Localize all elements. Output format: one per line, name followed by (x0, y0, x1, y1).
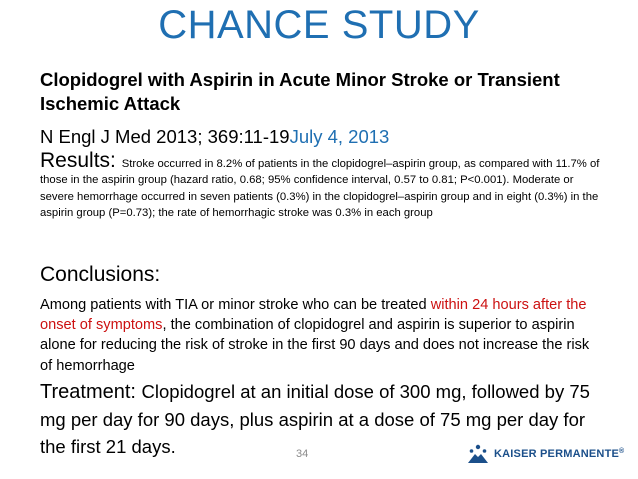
results-paragraph (40, 149, 605, 222)
page-number: 34 (296, 448, 309, 460)
results-text: Stroke occurred in 8.2% of patients in the clopidogrel–aspirin group, as compared with 11.7% of those in the aspirin group (hazard ratio, 0.68; 95% confidence interval, 0.57 to 0.81; P<0.001). Moderate or severe hemorrhage occurred in seven patients (0.3%) in the clopidogrel–aspirin group and in eight (0.3%) in the aspirin group (P=0.73); the rate of hemorrhagic stroke was 0.3% in each group (40, 158, 600, 220)
conclusions-highlight: within 24 hours after the onset of symptoms (40, 297, 587, 334)
logo-mark: ® (619, 448, 625, 455)
treatment-text: Clopidogrel at an initial dose of 300 mg, followed by 75 mg per day for 90 days, plus aspirin at a dose of 75 mg per day for the first 21 days. (40, 381, 590, 457)
conclusions-heading: Conclusions: (40, 263, 161, 286)
citation-date: July 4, 2013 (289, 126, 390, 147)
treatment-label: Treatment: (40, 381, 142, 403)
kaiser-permanente-logo (466, 441, 624, 467)
conclusions-paragraph (40, 295, 605, 376)
slide-title: CHANCE STUDY (158, 3, 480, 47)
citation-journal: N Engl J Med 2013; 369:11-19 (40, 126, 290, 147)
conclusions-text-after: , the combination of clopidogrel and aspirin is superior to aspirin alone for reducing the risk of stroke in the first 90 days and does not increase the risk of hemorrhage (40, 317, 590, 374)
citation (40, 124, 389, 150)
logo-text: KAISER PERMANENTE (494, 448, 620, 460)
results-label: Results: (40, 149, 122, 172)
kaiser-permanente-logo-icon (466, 443, 490, 465)
kaiser-permanente-wordmark (494, 448, 624, 460)
study-subtitle: Clopidogrel with Aspirin in Acute Minor Stroke or Transient Ischemic Attack (40, 69, 560, 114)
conclusions-text-before: Among patients with TIA or minor stroke who can be treated (40, 297, 431, 313)
